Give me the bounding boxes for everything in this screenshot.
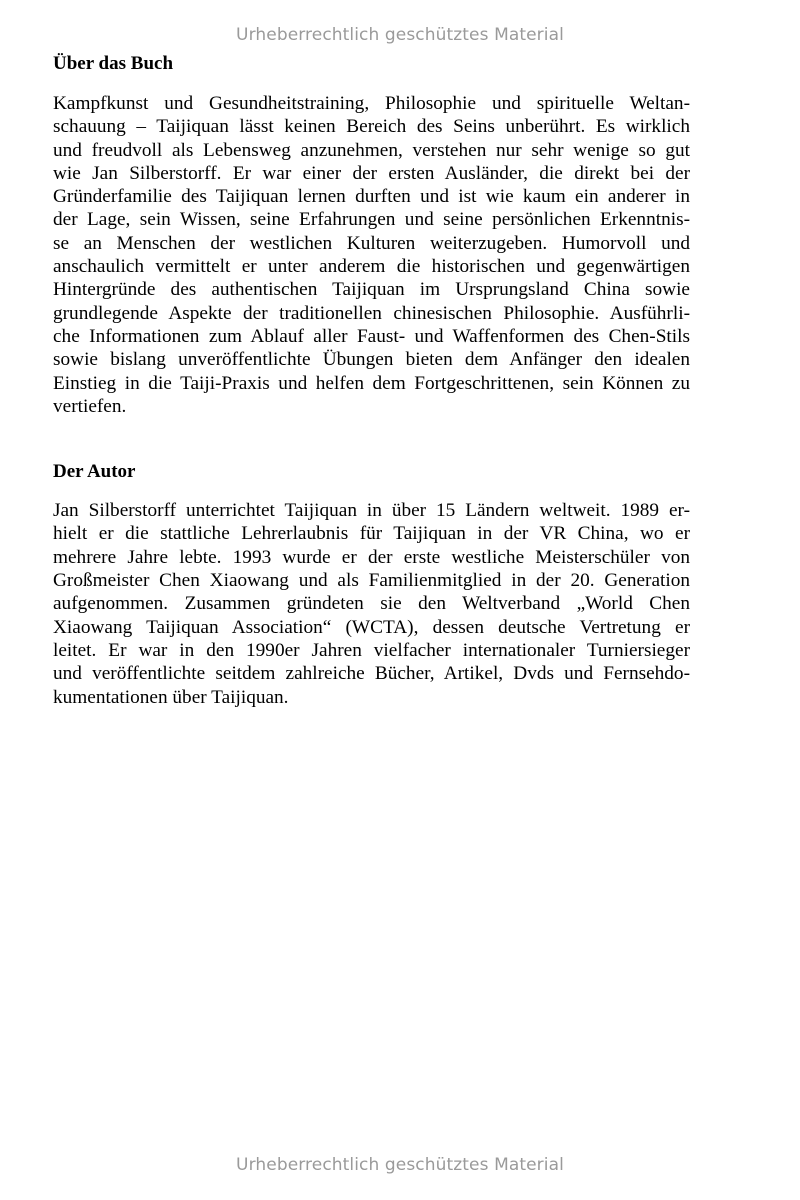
text-line: Kampfkunst und Gesundheitstraining, Philosophie und spirituelle Weltan- — [53, 93, 690, 114]
text-line: aufgenommen. Zusammen gründeten sie den Weltverband „World Chen — [53, 593, 690, 615]
text-line: sowie bislang unveröffentlichte Übungen bieten dem Anfänger den idealen — [53, 349, 690, 371]
text-line: Hintergründe des authentischen Taijiquan im Ursprungsland China sowie — [53, 279, 690, 301]
section-body-book — [53, 92, 690, 418]
page-content — [53, 52, 690, 709]
text-line: und freudvoll als Lebensweg anzunehmen, verstehen nur sehr wenige so gut — [53, 139, 690, 161]
watermark-top: Urheberrechtlich geschütztes Material — [236, 25, 564, 45]
text-line: Jan Silberstorff unterrichtet Taijiquan in über 15 Ländern weltweit. 1989 er- — [53, 500, 690, 522]
text-line: mehrere Jahre lebte. 1993 wurde er der erste westliche Meisterschüler von — [53, 546, 690, 568]
watermark-bottom: Urheberrechtlich geschütztes Material — [236, 1155, 564, 1175]
section-heading-book: Über das Buch — [53, 53, 174, 74]
text-line: anschaulich vermittelt er unter anderem die historischen und gegenwärtigen — [53, 256, 690, 278]
text-line: hielt er die stattliche Lehrerlaubnis für Taijiquan in der VR China, wo er — [53, 523, 690, 545]
text-line: Gründerfamilie des Taijiquan lernen durften und ist wie kaum ein anderer in — [53, 186, 690, 208]
text-line: grundlegende Aspekte der traditionellen chinesischen Philosophie. Ausführli- — [53, 302, 690, 324]
text-line: Großmeister Chen Xiaowang und als Familienmitglied in der 20. Generation — [53, 570, 690, 592]
text-line: se an Menschen der westlichen Kulturen weiterzugeben. Humorvoll und — [53, 232, 690, 254]
section-heading-author: Der Autor — [53, 461, 136, 483]
text-line: vertiefen. — [53, 395, 127, 417]
text-line: der Lage, sein Wissen, seine Erfahrungen und seine persönlichen Erkenntnis- — [53, 209, 690, 231]
text-line: leitet. Er war in den 1990er Jahren vielfacher internationaler Turniersieger — [53, 639, 690, 661]
text-line: Xiaowang Taijiquan Association“ (WCTA), dessen deutsche Vertretung er — [53, 616, 690, 638]
text-line: Einstieg in die Taiji-Praxis und helfen dem Fortgeschrittenen, sein Können zu — [53, 372, 690, 394]
text-line: schauung – Taijiquan lässt keinen Bereich des Seins unberührt. Es wirklich — [53, 116, 690, 138]
text-line: wie Jan Silberstorff. Er war einer der ersten Ausländer, die direkt bei der — [53, 162, 690, 184]
text-line: und veröffentlichte seitdem zahlreiche Bücher, Artikel, Dvds und Fernsehdo- — [53, 663, 690, 685]
section-body-author — [53, 499, 690, 709]
text-line: che Informationen zum Ablauf aller Faust- und Waffenformen des Chen-Stils — [53, 325, 690, 347]
text-line: kumentationen über Taijiquan. — [53, 686, 289, 708]
